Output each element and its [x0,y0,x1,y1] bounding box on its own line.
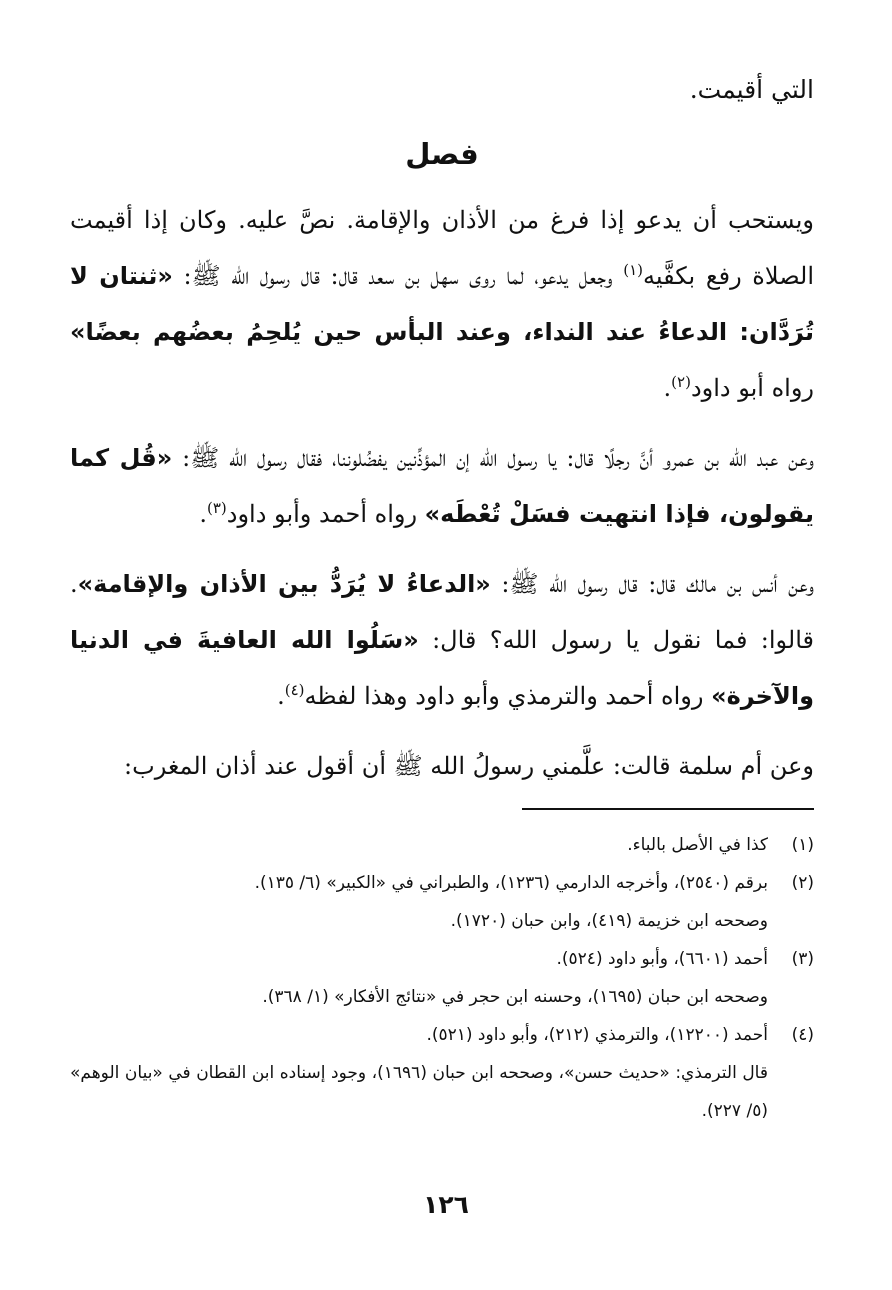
paragraph-3-text-b: . قالوا: فما نقول يا رسول الله؟ قال: [70,570,814,654]
footnote-text: كذا في الأصل بالباء. [627,835,768,855]
paragraph-3-text-a: وعن أنس بن مالك قال: قال رسول الله ﷺ: [490,570,814,598]
footnote-number: (٤) [791,1025,814,1045]
paragraph-1-text-c: رواه أبو داود [690,374,814,402]
paragraph-3-text-c: رواه أحمد والترمذي وأبو داود وهذا لفظه [304,682,712,710]
hadith-quote-1: «ثنتان لا تُرَدَّان: الدعاءُ عند النداء، وعند البأس حين يُلحِمُ بعضُهم بعضًا» [70,262,814,346]
footnote-text: أحمد (٦٦٠١)، وأبو داود (٥٢٤). [556,949,768,969]
paragraph-1 [70,192,814,416]
footnote-3-continuation: وصححه ابن حبان (١٦٩٥)، وحسنه ابن حجر في «نتائج الأفكار» (١/ ٣٦٨). [262,987,768,1007]
paragraph-2-text-d: . [199,500,207,528]
paragraph-1-text-d: . [663,374,672,402]
continuation-line: التي أقيمت. [689,75,814,104]
footnote-2-continuation: وصححه ابن خزيمة (٤١٩)، وابن حبان (١٧٢٠). [450,911,768,931]
footnote-divider [522,808,814,810]
paragraph-1-text-a: ويستحب أن يدعو إذا فرغ من الأذان والإقامة. نصَّ عليه. وكان إذا أقيمت الصلاة رفع بكفَّيه [70,206,814,290]
paragraph-3 [70,556,814,724]
footnote-text: أحمد (١٢٢٠٠)، والترمذي (٢١٢)، وأبو داود (٥٢١). [426,1025,768,1045]
paragraph-1-text-b: وجعل يدعو، لما روى سهل بن سعد قال: قال رسول الله ﷺ: [172,262,624,290]
page-number: ١٢٦ [423,1190,469,1219]
paragraph-3-text-d: . [277,682,285,710]
paragraph-2-text-c: رواه أحمد وأبو داود [226,500,425,528]
paragraph-2-text-a: وعن عبد الله بن عمرو أنَّ رجلًا قال: يا رسول الله إن المؤذِّنين يفضُلوننا، فقال رسول الله ﷺ: [172,444,814,472]
footnotes [70,826,814,1130]
footnote-ref-3: (٣) [207,499,227,517]
footnote-number: (١) [791,835,814,855]
footnote-ref-4: (٤) [284,681,305,699]
paragraph-2 [70,430,814,542]
paragraph-4-text-a: وعن أم سلمة قالت: علَّمني رسولُ الله ﷺ أن أقول عند أذان المغرب: [124,752,814,780]
footnote-1 [70,826,814,864]
footnote-number: (٢) [791,873,814,893]
paragraph-4 [70,738,814,794]
footnote-ref-1: (١) [623,261,643,279]
footnote-4-continuation: قال الترمذي: «حديث حسن»، وصححه ابن حبان (١٦٩٦)، وجود إسناده ابن القطان في «بيان الوهم» (٥/ ٢٢٧). [70,1063,768,1121]
footnote-number: (٣) [791,949,814,969]
footnote-4 [70,1016,814,1054]
page-body [70,62,814,1290]
footnote-ref-2: (٢) [671,373,691,391]
hadith-quote-4: «سَلُوا الله العافيةَ في الدنيا والآخرة» [70,626,814,710]
hadith-quote-3: «الدعاءُ لا يُرَدُّ بين الأذان والإقامة» [77,570,491,598]
footnote-3 [70,940,814,978]
footnote-2 [70,864,814,902]
section-title: فصل [405,137,479,171]
footnote-text: برقم (٢٥٤٠)، وأخرجه الدارمي (١٢٣٦)، والطبراني في «الكبير» (٦/ ١٣٥). [254,873,768,893]
hadith-quote-2: «قُل كما يقولون، فإذا انتهيت فسَلْ تُعْطَه» [70,444,814,528]
